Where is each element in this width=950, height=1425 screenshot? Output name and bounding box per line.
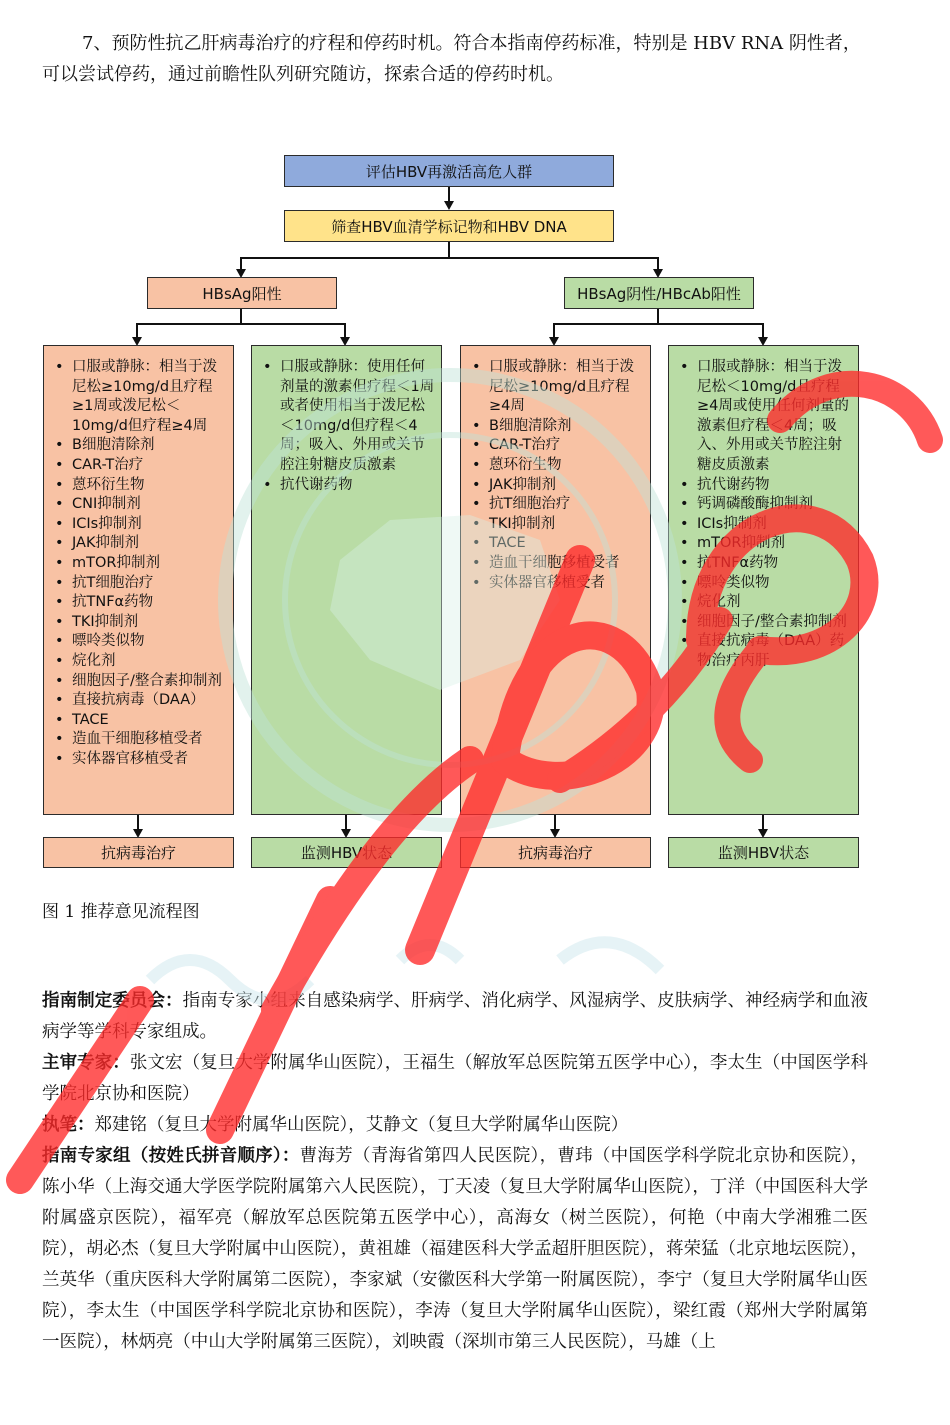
connector <box>240 309 242 324</box>
col3-item: • CAR-T治疗 <box>489 436 644 456</box>
connector <box>240 257 242 269</box>
col1-item: • 直接抗病毒（DAA） <box>72 691 227 711</box>
connector <box>762 815 764 830</box>
connector <box>240 257 658 259</box>
col2-item: • 抗代谢药物 <box>280 476 435 496</box>
reviewers-label: 主审专家： <box>42 1053 130 1073</box>
connector <box>657 309 659 324</box>
top-box: 评估HBV再激活高危人群 <box>284 155 614 187</box>
col1-item: • 口服或静脉：相当于泼尼松≥10mg/d且疗程≥1周或泼尼松＜10mg/d但疗程≥4周 <box>72 358 227 436</box>
col4-item: • 细胞因子/整合素抑制剂 <box>697 613 852 633</box>
col3-item: • TACE <box>489 534 644 554</box>
connector <box>345 815 347 830</box>
col1-item: • CNI抑制剂 <box>72 495 227 515</box>
col3-box <box>460 345 651 815</box>
col2-list <box>252 346 441 495</box>
col1-item: • TACE <box>72 711 227 731</box>
panel-label: 指南专家组（按姓氏拼音顺序）： <box>42 1146 300 1166</box>
connector <box>554 815 556 830</box>
credits-block <box>42 986 868 1358</box>
connector <box>136 323 138 337</box>
connector <box>344 323 346 337</box>
intro-paragraph: 7、预防性抗乙肝病毒治疗的疗程和停药时机。符合本指南停药标准，特别是 HBV RNA 阴性者，可以尝试停药，通过前瞻性队列研究随访，探索合适的停药时机。 <box>42 33 861 85</box>
col3-item: • 造血干细胞移植受者 <box>489 554 644 574</box>
col3-item: • B细胞清除剂 <box>489 417 644 437</box>
col1-item: • JAK抑制剂 <box>72 534 227 554</box>
col3-item: • 口服或静脉：相当于泼尼松≥10mg/d且疗程≥4周 <box>489 358 644 417</box>
col4-item: • 口服或静脉：相当于泼尼松＜10mg/d且疗程≥4周或使用任何剂量的激素但疗程＜4周；吸入、外用或关节腔注射糖皮质激素 <box>697 358 852 476</box>
col1-item: • mTOR抑制剂 <box>72 554 227 574</box>
col1-item: • 嘌呤类似物 <box>72 632 227 652</box>
col4-item: • 嘌呤类似物 <box>697 574 852 594</box>
col1-item: • 造血干细胞移植受者 <box>72 730 227 750</box>
col2-item: • 口服或静脉：使用任何剂量的激素但疗程＜1周或者使用相当于泼尼松＜10mg/d但疗程＜4周；吸入、外用或关节腔注射糖皮质激素 <box>280 358 435 476</box>
col3-item: • TKI抑制剂 <box>489 515 644 535</box>
col1-item: • TKI抑制剂 <box>72 613 227 633</box>
branch-left-box: HBsAg阳性 <box>147 277 337 309</box>
col4-list <box>669 346 858 672</box>
authors-text: 郑建铭（复旦大学附属华山医院），艾静文（复旦大学附属华山医院） <box>94 1115 629 1135</box>
col4-item: • 烷化剂 <box>697 593 852 613</box>
connector <box>137 815 139 830</box>
col4-box <box>668 345 859 815</box>
col3-list <box>461 346 650 593</box>
connector <box>762 323 764 337</box>
col1-item: • B细胞清除剂 <box>72 436 227 456</box>
col1-item: • ICIs抑制剂 <box>72 515 227 535</box>
authors-label: 执笔： <box>42 1115 95 1135</box>
col4-item: • mTOR抑制剂 <box>697 534 852 554</box>
col3-item: • 蒽环衍生物 <box>489 456 644 476</box>
screen-box: 筛查HBV血清学标记物和HBV DNA <box>284 210 614 242</box>
col1-item: • 蒽环衍生物 <box>72 476 227 496</box>
col3-item: • 抗T细胞治疗 <box>489 495 644 515</box>
connector <box>553 323 555 337</box>
col1-item: • 抗T细胞治疗 <box>72 574 227 594</box>
col1-item: • CAR-T治疗 <box>72 456 227 476</box>
col4-item: • 钙调磷酸酶抑制剂 <box>697 495 852 515</box>
outcome-3-box: 抗病毒治疗 <box>460 837 651 868</box>
col4-item: • ICIs抑制剂 <box>697 515 852 535</box>
col1-item: • 抗TNFα药物 <box>72 593 227 613</box>
committee-text: 指南专家小组来自感染病学、肝病学、消化病学、风湿病学、皮肤病学、神经病学和血液病学等学科专家组成。 <box>42 991 868 1042</box>
col1-item: • 烷化剂 <box>72 652 227 672</box>
outcome-1-box: 抗病毒治疗 <box>43 837 234 868</box>
reviewers-text: 张文宏（复旦大学附属华山医院），王福生（解放军总医院第五医学中心），李太生（中国医学科学院北京协和医院） <box>42 1053 868 1104</box>
arrowhead <box>444 201 454 210</box>
connector <box>657 257 659 269</box>
col4-item: • 抗TNFα药物 <box>697 554 852 574</box>
col2-box <box>251 345 442 815</box>
col4-item: • 抗代谢药物 <box>697 476 852 496</box>
connector <box>136 323 345 325</box>
outcome-4-box: 监测HBV状态 <box>668 837 859 868</box>
col3-item: • JAK抑制剂 <box>489 476 644 496</box>
col1-item: • 细胞因子/整合素抑制剂 <box>72 672 227 692</box>
connector <box>448 242 450 258</box>
connector <box>448 187 450 201</box>
branch-right-box: HBsAg阴性/HBcAb阳性 <box>564 277 754 309</box>
col3-item: • 实体器官移植受者 <box>489 574 644 594</box>
col1-item: • 实体器官移植受者 <box>72 750 227 770</box>
col1-box <box>43 345 234 815</box>
panel-text: 曹海芳（青海省第四人民医院），曹玮（中国医学科学院北京协和医院），陈小华（上海交通大学医学院附属第六人民医院），丁天凌（复旦大学附属华山医院），丁洋（中国医科大学附属盛京医院），福军亮（解放军总医院第五医学中心），高海女（树兰医院），何艳（中南大学湘雅二医院），胡必杰（复旦大学附属中山医院），黄祖雄（福建医科大学孟超肝胆医院），蒋荣猛（北京地坛医院），兰英华（重庆医科大学附属第二医院），李家斌（安徽医科大学第一附属医院），李宁（复旦大学附属华山医院），李太生（中国医学科学院北京协和医院），李涛（复旦大学附属华山医院），梁红霞（郑州大学附属第一医院），林炳亮（中山大学附属第三医院），刘映霞（深圳市第三人民医院），马雄（上 <box>42 1146 869 1352</box>
connector <box>553 323 763 325</box>
outcome-2-box: 监测HBV状态 <box>251 837 442 868</box>
col1-list <box>44 346 233 769</box>
figure-caption: 图 1 推荐意见流程图 <box>42 902 200 922</box>
col4-item: • 直接抗病毒（DAA）药物治疗丙肝 <box>697 632 852 671</box>
committee-label: 指南制定委员会： <box>42 991 183 1011</box>
